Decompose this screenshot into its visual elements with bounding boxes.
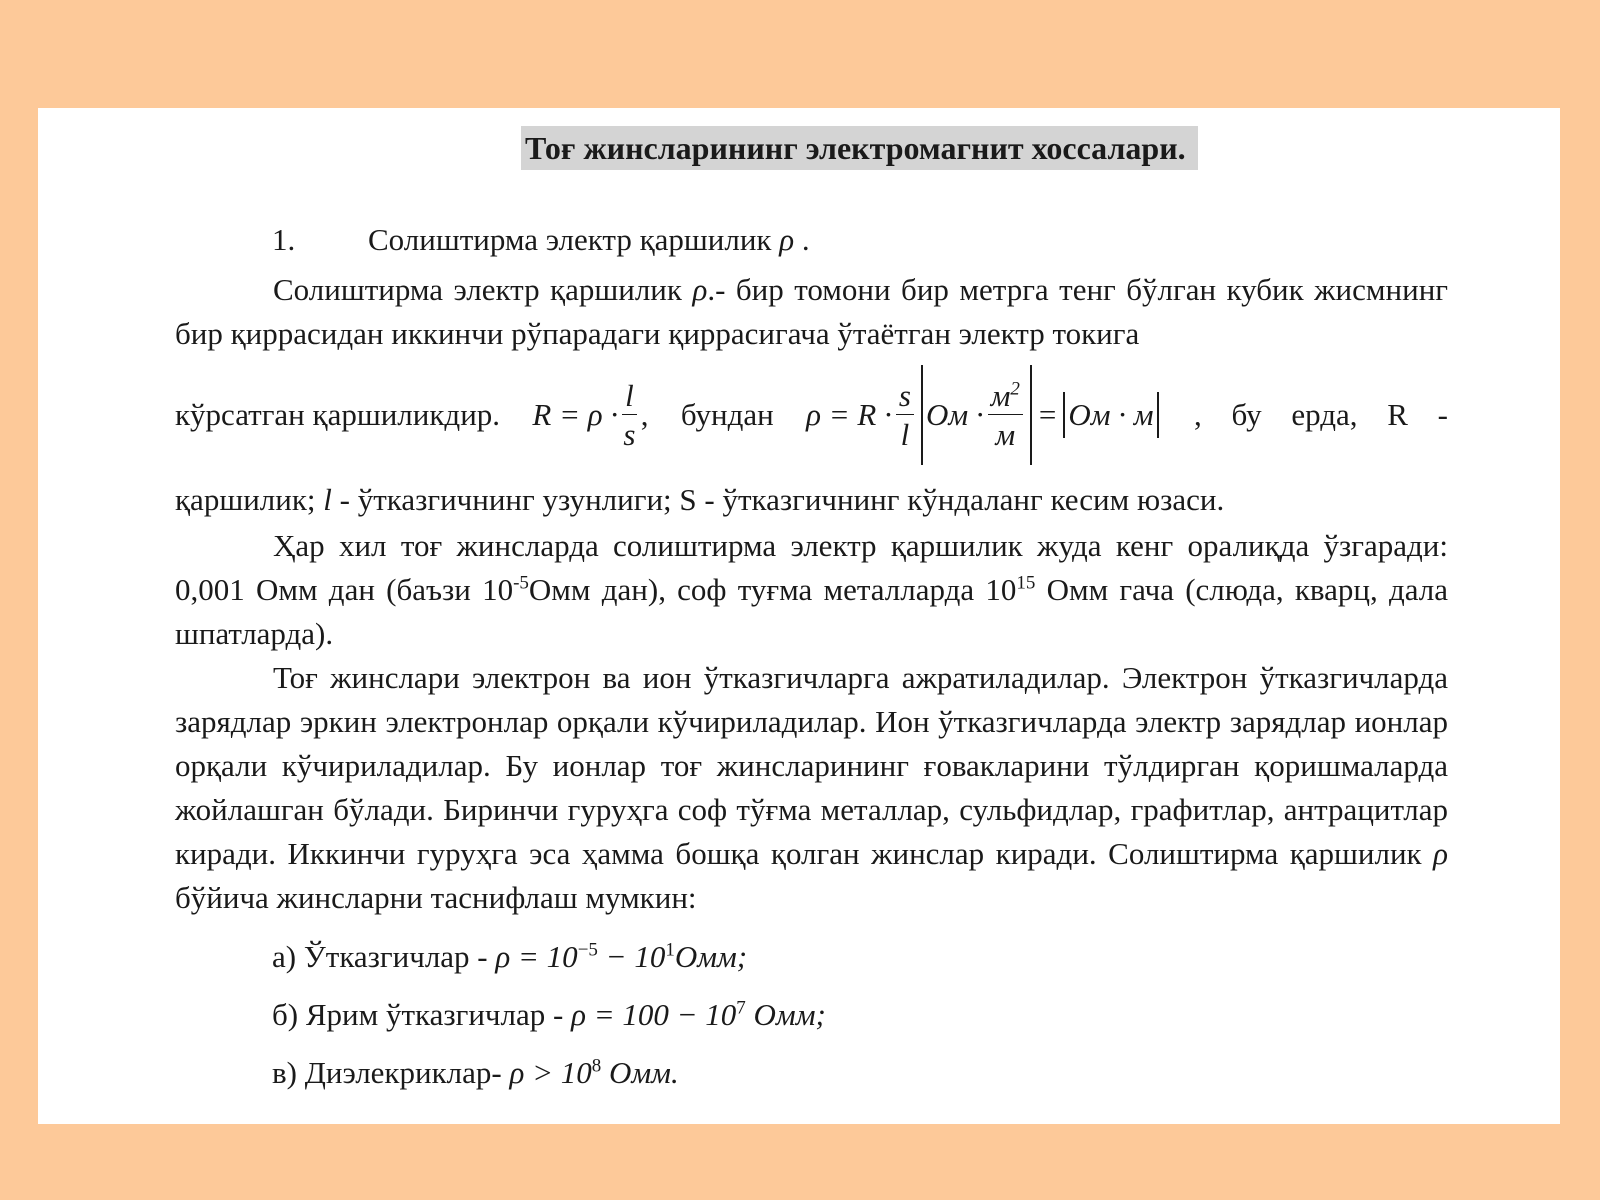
abs-bar <box>1030 365 1032 465</box>
section-number: 1. <box>272 222 296 257</box>
document-page <box>38 108 1560 1124</box>
range-text-a: Ҳар хил тоғ жинсларда солиштирма электр қаршилик жуда кенг оралиқда ўзгаради: 0,001 Омм дан (баъзи 10 <box>175 528 1448 607</box>
conductors-text: Тоғ жинслари электрон ва ион ўтказгичларга ажратиладилар. Электрон ўтказгичларда зарядлар эркин электронлар орқали кўчириладилар. Ион ўтказгичларда электр зарядлар ионлар орқали кўчириладилар. Бу ионлар тоғ жинсларининг ғовакларини тўлдирган қоришмаларда жойлашган бўлади. Биринчи гуруҳга соф тўғма металлар, сульфидлар, графитлар, антрацитлар киради. Иккинчи гуруҳга эса ҳамма бошқа қолган жинслар киради. Солиштирма қаршилик <box>175 660 1448 871</box>
formula-resistance <box>532 380 648 450</box>
range-text-b: Омм дан), соф туғма металларда 10 <box>528 572 1017 607</box>
unit-numerator <box>988 380 1023 415</box>
fraction-s-over-l <box>896 380 914 450</box>
unit-m: м <box>990 378 1011 413</box>
rho-symbol: ρ <box>779 222 795 257</box>
list-item-unit: Омм; <box>674 939 748 974</box>
definition-start: Солиштирма электр қаршилик <box>273 272 682 307</box>
rho-symbol: ρ <box>692 272 708 307</box>
paragraph-definition <box>175 268 1448 356</box>
comma: , <box>640 397 649 432</box>
range-sup-b: 15 <box>1016 572 1036 594</box>
list-item-sup: 1 <box>665 939 675 961</box>
unit-ohm-m: Ом · м <box>1068 397 1154 432</box>
list-item-label: в) Диэлекриклар- <box>272 1055 510 1090</box>
l-symbol: l <box>323 482 332 517</box>
equals-sign: = <box>1038 397 1057 432</box>
fraction-l-over-s <box>622 380 637 450</box>
fraction-m2-over-m <box>988 380 1023 450</box>
list-item-unit: Омм. <box>609 1055 679 1090</box>
list-item-formula: ρ > 10 <box>509 1055 592 1090</box>
list-item-sup: −5 <box>577 939 598 961</box>
abs-bar <box>921 365 923 465</box>
document-body <box>175 216 1448 1102</box>
formula-rho <box>806 365 1161 465</box>
list-item-label: а) Ўтказгичлар - <box>272 939 496 974</box>
unit-ohm: Ом · <box>925 397 984 432</box>
section-heading-end: . <box>801 222 810 257</box>
kursatgan-text: кўрсатган қаршиликдир. <box>175 397 501 432</box>
classification-list <box>175 928 1448 1102</box>
formula-rho-lhs: ρ = R · <box>806 397 892 432</box>
list-item-formula: ρ = 10 <box>495 939 578 974</box>
paragraph-range <box>175 524 1448 656</box>
page-title: Тоғ жинсларининг электромагнит хоссалари. <box>521 126 1198 170</box>
fraction-numerator: l <box>622 380 637 415</box>
range-sup-a: -5 <box>513 572 529 594</box>
definition-end-start: қаршилик; <box>175 482 324 517</box>
paragraph-definition-end <box>175 478 1448 522</box>
list-item-label: б) Ярим ўтказгичлар - <box>272 997 572 1032</box>
section-heading-text: Солиштирма электр қаршилик <box>368 222 772 257</box>
list-item-formula: ρ = 100 − 10 <box>571 997 737 1032</box>
bundan-text: бундан <box>680 397 774 432</box>
list-item <box>272 986 1448 1044</box>
range-text-c: Омм гача (слюда, кварц, дала шпатларда). <box>175 572 1448 651</box>
formula-lhs: R = ρ · <box>532 397 619 432</box>
list-item <box>272 1044 1448 1102</box>
abs-bar <box>1157 392 1159 438</box>
list-item-sup: 8 <box>591 1055 602 1077</box>
unit-denominator: м <box>995 417 1016 452</box>
list-item-unit: Омм; <box>753 997 826 1032</box>
definition-rest: .- бир томони бир метрга тенг бўлган кубик жисмнинг бир қиррасидан иккинчи рўпарадаги қиррасигача ўтаётган электр токига <box>175 272 1449 351</box>
formula-line <box>175 360 1448 470</box>
abs-bar <box>1063 392 1065 438</box>
section-heading <box>175 216 1448 264</box>
paragraph-conductors <box>175 656 1448 920</box>
fraction-denominator: l <box>900 417 910 452</box>
list-item-sup: 7 <box>736 997 746 1019</box>
conductors-end: бўйича жинсларни таснифлаш мумкин: <box>175 880 697 915</box>
list-item-formula-mid: − 10 <box>597 939 666 974</box>
list-item <box>272 928 1448 986</box>
unit-sup: 2 <box>1010 378 1020 400</box>
bu-erda-text: , бу ерда, R - <box>1194 397 1448 432</box>
definition-end-rest: - ўтказгичнинг узунлиги; S - ўтказгичнинг кўндаланг кесим юзаси. <box>331 482 1225 517</box>
rho-symbol: ρ <box>1433 836 1448 871</box>
fraction-numerator: s <box>896 380 914 415</box>
fraction-denominator: s <box>623 417 636 452</box>
